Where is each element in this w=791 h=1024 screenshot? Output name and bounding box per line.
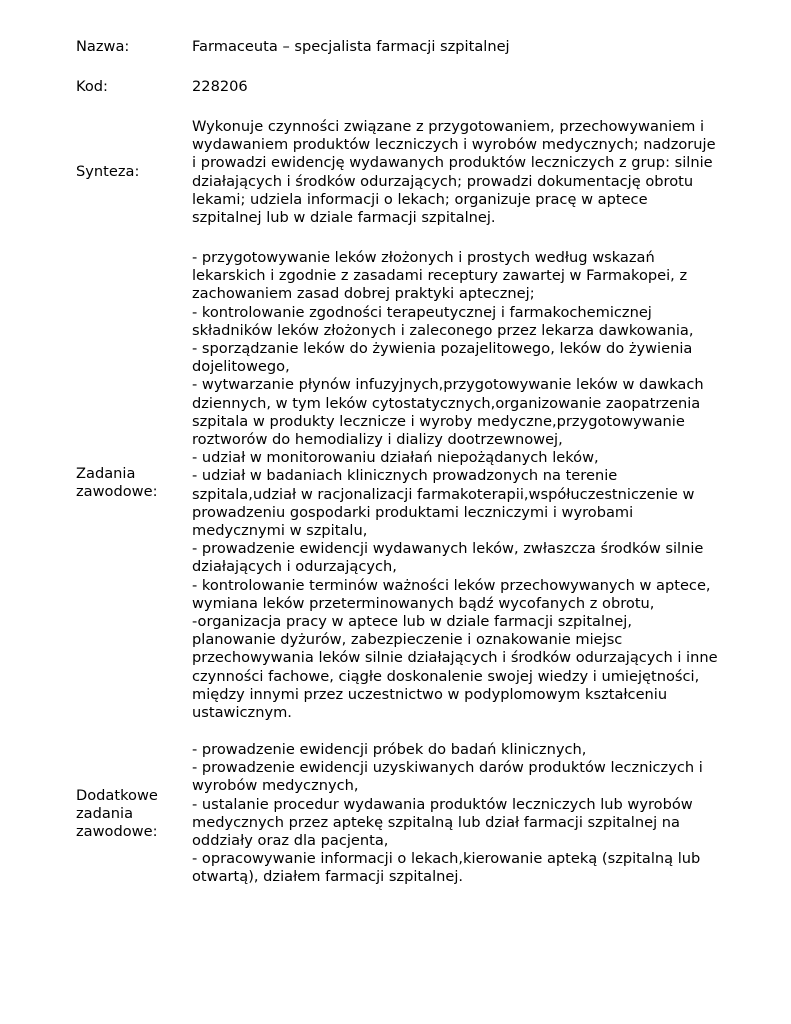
value-line: - prowadzenie ewidencji uzyskiwanych darów produktów leczniczych i: [192, 759, 703, 777]
value-line: szpitala w produkty lecznicze i wyroby medyczne,przygotowywanie: [192, 412, 685, 430]
value-line: -organizacja pracy w aptece lub w dziale farmacji szpitalnej,: [192, 613, 632, 631]
synthesis-value: [192, 118, 760, 227]
value-line: czynności fachowe, ciągłe doskonalenie swojej wiedzy i umiejętności,: [192, 667, 700, 685]
tasks-label: [76, 465, 186, 501]
value-line: wyrobów medycznych,: [192, 777, 359, 795]
additional-tasks-label: [76, 787, 186, 842]
label-line: zawodowe:: [76, 823, 158, 841]
value-line: - kontrolowanie terminów ważności leków przechowywanych w aptece,: [192, 576, 711, 594]
code-label: [76, 78, 186, 96]
value-line: lekarskich i zgodnie z zasadami receptury zawartej w Farmakopei, z: [192, 267, 688, 285]
label-line: Nazwa:: [76, 38, 130, 55]
label-line: Synteza:: [76, 163, 140, 180]
value-line: przechowywania leków silnie działających i środków odurzających i inne: [192, 649, 718, 667]
name-label: [76, 38, 186, 56]
value-line: zachowaniem zasad dobrej praktyki aptecznej;: [192, 285, 535, 303]
label-line: Zadania: [76, 465, 136, 482]
tasks-value: [192, 249, 760, 722]
value-line: szpitalnej lub w dziale farmacji szpitalnej.: [192, 209, 496, 227]
value-line: prowadzeniu gospodarki produktami leczniczymi i wyrobami: [192, 503, 634, 521]
value-line: Wykonuje czynności związane z przygotowaniem, przechowywaniem i: [192, 118, 705, 135]
value-line: wydawaniem produktów leczniczych i wyrobów medycznych; nadzoruje: [192, 136, 716, 154]
value-line: - prowadzenie ewidencji próbek do badań klinicznych,: [192, 741, 587, 758]
value-line: między innymi przez uczestnictwo w podyplomowym kształceniu: [192, 685, 668, 703]
value-line: dojelitowego,: [192, 358, 290, 376]
label-line: Kod:: [76, 78, 108, 95]
label-line: zadania: [76, 805, 134, 823]
value-line: medycznych przez aptekę szpitalną lub dział farmacji szpitalnej na: [192, 813, 680, 831]
value-line: - ustalanie procedur wydawania produktów leczniczych lub wyrobów: [192, 795, 693, 813]
value-line: planowanie dyżurów, zabezpieczenie i oznakowanie miejsc: [192, 631, 623, 649]
value-line: Farmaceuta – specjalista farmacji szpitalnej: [192, 38, 510, 55]
label-line: Dodatkowe: [76, 787, 158, 804]
value-line: działających i odurzających,: [192, 558, 397, 576]
value-line: medycznymi w szpitalu,: [192, 522, 368, 540]
synthesis-label: [76, 163, 186, 181]
value-line: - przygotowywanie leków złożonych i prostych według wskazań: [192, 249, 655, 266]
name-value: [192, 38, 760, 56]
value-line: składników leków złożonych i zaleconego przez lekarza dawkowania,: [192, 321, 694, 339]
code-value: [192, 78, 760, 96]
value-line: - prowadzenie ewidencji wydawanych leków, zwłaszcza środków silnie: [192, 540, 704, 558]
value-line: ustawicznym.: [192, 704, 292, 722]
value-line: - wytwarzanie płynów infuzyjnych,przygotowywanie leków w dawkach: [192, 376, 704, 394]
value-line: dziennych, w tym leków cytostatycznych,organizowanie zaopatrzenia: [192, 394, 701, 412]
label-line: zawodowe:: [76, 483, 158, 501]
value-line: otwartą), działem farmacji szpitalnej.: [192, 868, 464, 886]
value-line: i prowadzi ewidencję wydawanych produktów leczniczych z grup: silnie: [192, 154, 713, 172]
value-line: oddziały oraz dla pacjenta,: [192, 832, 389, 850]
value-line: - udział w monitorowaniu działań niepożądanych leków,: [192, 449, 599, 467]
additional-tasks-value: [192, 741, 760, 887]
value-line: szpitala,udział w racjonalizacji farmakoterapii,współuczestniczenie w: [192, 485, 695, 503]
value-line: - sporządzanie leków do żywienia pozajelitowego, leków do żywienia: [192, 340, 693, 358]
value-line: roztworów do hemodializy i dializy dootrzewnowej,: [192, 431, 563, 449]
value-line: - kontrolowanie zgodności terapeutycznej i farmakochemicznej: [192, 303, 652, 321]
value-line: lekami; udziela informacji o lekach; organizuje pracę w aptece: [192, 190, 648, 208]
value-line: - opracowywanie informacji o lekach,kierowanie apteką (szpitalną lub: [192, 850, 701, 868]
value-line: 228206: [192, 78, 248, 95]
value-line: działających i środków odurzających; prowadzi dokumentację obrotu: [192, 172, 694, 190]
value-line: - udział w badaniach klinicznych prowadzonych na terenie: [192, 467, 618, 485]
value-line: wymiana leków przeterminowanych bądź wycofanych z obrotu,: [192, 594, 655, 612]
